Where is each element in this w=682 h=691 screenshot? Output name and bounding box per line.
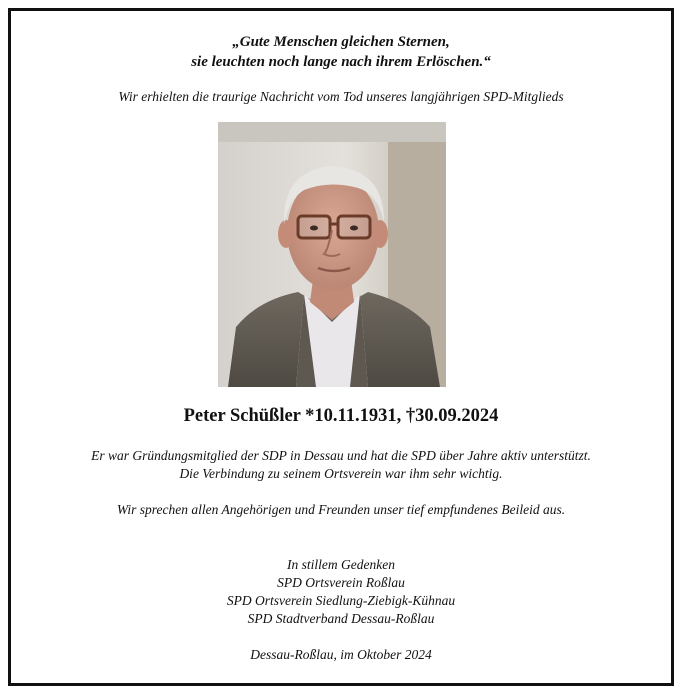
signature-line-4: SPD Stadtverband Dessau-Roßlau [247, 611, 435, 626]
text-line-2: Die Verbindung zu seinem Ortsverein war ihm sehr wichtig. [179, 466, 503, 481]
signature-line-3: SPD Ortsverein Siedlung-Ziebigk-Kühnau [226, 593, 456, 608]
signature-line-2: SPD Ortsverein Roßlau [277, 575, 405, 590]
signature-line-1: In stillem Gedenken [287, 557, 395, 572]
condolence-text: Wir sprechen allen Angehörigen und Freunden unser tief empfundenes Beileid aus. [116, 502, 566, 517]
name-and-dates: Peter Schüßler *10.11.1931, †30.09.2024 [183, 406, 499, 426]
portrait-image [218, 122, 446, 387]
text-line-1: Er war Gründungsmitglied der SDP in Dessau und hat die SPD über Jahre aktiv unterstützt. [91, 448, 591, 463]
quote-line-1: „Gute Menschen gleichen Sternen, [232, 34, 450, 50]
intro-text: Wir erhielten die traurige Nachricht vom Tod unseres langjährigen SPD-Mitglieds [118, 89, 564, 104]
place-and-date: Dessau-Roßlau, im Oktober 2024 [250, 647, 432, 662]
portrait-photo [218, 122, 446, 387]
quote-line-2: sie leuchten noch lange nach ihrem Erlöschen.“ [191, 54, 491, 70]
